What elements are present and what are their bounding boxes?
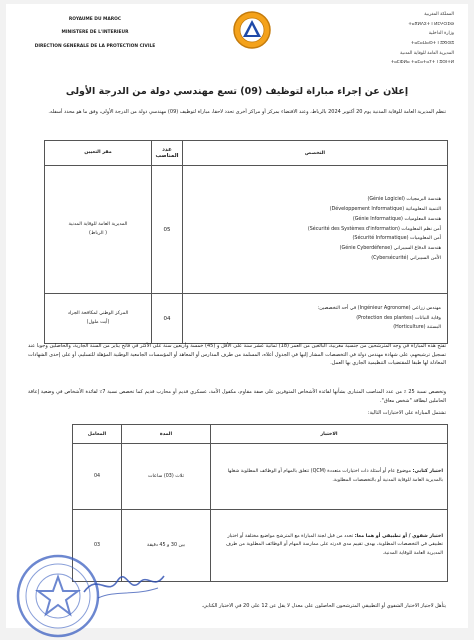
duration-header: المدة [122, 425, 211, 444]
header-ar-ministry: وزارة الداخلية [428, 31, 454, 37]
specialty-cell [183, 166, 448, 294]
quota-paragraph: وتخصص نسبة 25 ٪ من عدد المناصب المتبارى بشأنها لفائدة الأشخاص المتوفرين على صفة مقاوم، مكفول الأمة، عسكري قديم أو محارب قديم كما تخصص نسبة 7٪ لفائدة الأشخاص في وضعية إعاقة الحاملين لبطاقة "شخص معاق". [28, 389, 446, 404]
intro-paragraph: تنظم المديرية العامة للوقاية المدنية يوم 20 أكتوبر 2024 بالرباط، وعند الاقتضاء بمركز أو مراكز أخرى تحدد لاحقا، مباراة لتوظيف (09) مهندسي دولة من الدرجة الأولى، وفق ما هو محدد أسفله. [48, 109, 446, 115]
duration-cell: بين 30 و 45 دقيقة [122, 510, 211, 582]
positions-table-header [45, 141, 448, 166]
test-text: موضوع عام أو أسئلة ذات اختيارات متعددة (QCM) تتعلق بالمهام أو الوظائف المطلوبة شغلها بالمديرية العامة للوقاية المدنية أو بالتخصصات المطلوبة. [227, 468, 443, 483]
positions-table [44, 140, 448, 344]
count-header: عدد المناصب [152, 141, 183, 166]
specialty-item: البستنة (Horticulture) [393, 325, 441, 331]
specialty-header: التخصص [183, 141, 448, 166]
specialty-item: هندسة المعلوميات (Génie Informatique) [352, 216, 441, 222]
test-lead: اختبار شفوي / أو تطبيقي أو هما معا: [354, 533, 443, 539]
header-left-block [20, 16, 170, 51]
location-city: (أيت ملول) [86, 319, 110, 325]
specialty-item: هندسة الدفاع السيبراني (Génie Cyberdéfense) [339, 246, 441, 252]
location-cell [45, 166, 152, 294]
duration-cell: ثلاث (03) ساعات [122, 444, 211, 510]
document-page [6, 4, 468, 628]
coef-cell: 03 [73, 510, 122, 582]
test-description [211, 444, 448, 510]
count-cell: 05 [152, 166, 183, 294]
header-direction: DIRECTION GENERALE DE LA PROTECTION CIVILE [34, 43, 156, 49]
location-cell [45, 294, 152, 344]
table-row [45, 166, 448, 294]
test-lead: اختبار كتابي: [412, 468, 443, 474]
signature-icon [78, 564, 168, 604]
table-row [73, 444, 448, 510]
header-ar-kingdom: المملكة المغربية [424, 12, 454, 17]
protection-civile-logo-icon [232, 10, 272, 50]
count-cell: 04 [152, 294, 183, 344]
location-name: المركز الوطني لمكافحة الجراد [67, 310, 129, 316]
table-row [45, 294, 448, 344]
header-right-block [344, 10, 454, 68]
specialty-item: أمن المعلوميات (Sécurité Informatique) [352, 236, 441, 242]
announcement-title: إعلان عن إجراء مباراة لتوظيف (09) تسع مهندسي دولة من الدرجة الأولى [65, 86, 409, 97]
exams-table-header [73, 425, 448, 444]
qualification-note: يتأهل لاجتياز الاختبار الشفوي أو التطبيقي المترشحون الحاصلون على معدل لا يقل عن 12 على 20 في الاختبار الكتابي. [201, 603, 446, 609]
header-ministry: MINISTERE DE L'INTERIEUR [61, 30, 129, 36]
coef-header: المعامل [73, 425, 122, 444]
exams-intro: تشتمل المباراة على الاختبارات التالية: [367, 410, 446, 416]
header-ar-direction: المديرية العامة للوقاية المدنية [400, 50, 454, 56]
test-text: تحدد من قبل لجنة المباراة مع المترشح مواضيع مختلفة أو اختبار تطبيقي في التخصصات المطلوبة، بهدف تقييم مدى قدرته على ممارسة المهام أو الوظائف المطلوبة من طرف المديرية العامة للوقاية المدنية. [225, 533, 443, 556]
specialty-item: أمن نظم المعلومات (Sécurité des Systèmes d'information) [307, 226, 441, 232]
test-header: الاختبار [211, 425, 448, 444]
specialty-item: الأمن السيبراني (Cybersécurité) [371, 256, 441, 262]
eligibility-paragraph: تفتح هذه المباراة في وجه المترشحين من جنسية مغربية، البالغين من العمر (18) ثمانية عشر سنة على الأقل و (45) خمسة وأربعين سنة على الأكثر في فاتح يناير من السنة الجارية، والحاصلين وجوبا عند تسجيل ترشيحهم، على شهادة مهندس دولة في التخصصات المشار إليها في الجدول أعلاه، المسلمة من طرف المدارس أو المعاهد أو المؤسسات الجامعية الوطنية المؤهلة للتسليم، أو على إحدى الشهادات المعادلة لها طبقا للمقتضيات التنظيمية الجاري بها العمل. [28, 343, 446, 366]
specialty-item: وقاية النباتات (Protection des plantes) [356, 315, 441, 321]
header-tz-kingdom: ⵜⴰⴳⵍⴷⵉⵜ ⵏ ⵍⵎⵖⵔⵉⴱ [408, 21, 454, 27]
header-tz-ministry: ⵜⴰⵎⴰⵡⴰⵙⵜ ⵏ ⵓⴳⵏⵙⵓ [410, 41, 454, 47]
location-city: ( الرباط) [89, 230, 107, 236]
specialty-item: هندسة البرمجيات (Génie Logiciel) [367, 197, 441, 203]
specialty-cell [183, 294, 448, 344]
location-name: المديرية العامة للوقاية المدنية [68, 221, 128, 227]
specialty-item: التنمية المعلوماتية (Développement Informatique) [329, 206, 441, 212]
header-tz-direction: ⵜⴰⵎⵀⵍⴰ ⵜⴰⵎⴰⵜⴰⵢⵜ ⵏ ⵓⵙⵏⵜⵍ [390, 60, 454, 66]
header-kingdom: ROYAUME DU MAROC [68, 17, 122, 22]
coef-cell: 04 [73, 444, 122, 510]
test-description [211, 510, 448, 582]
specialty-item: مهندس زراعي (Ingénieur Agronome) في أحد التخصصين: [317, 305, 441, 311]
location-header: مقر التعيين [45, 141, 152, 166]
exams-table [72, 424, 448, 582]
